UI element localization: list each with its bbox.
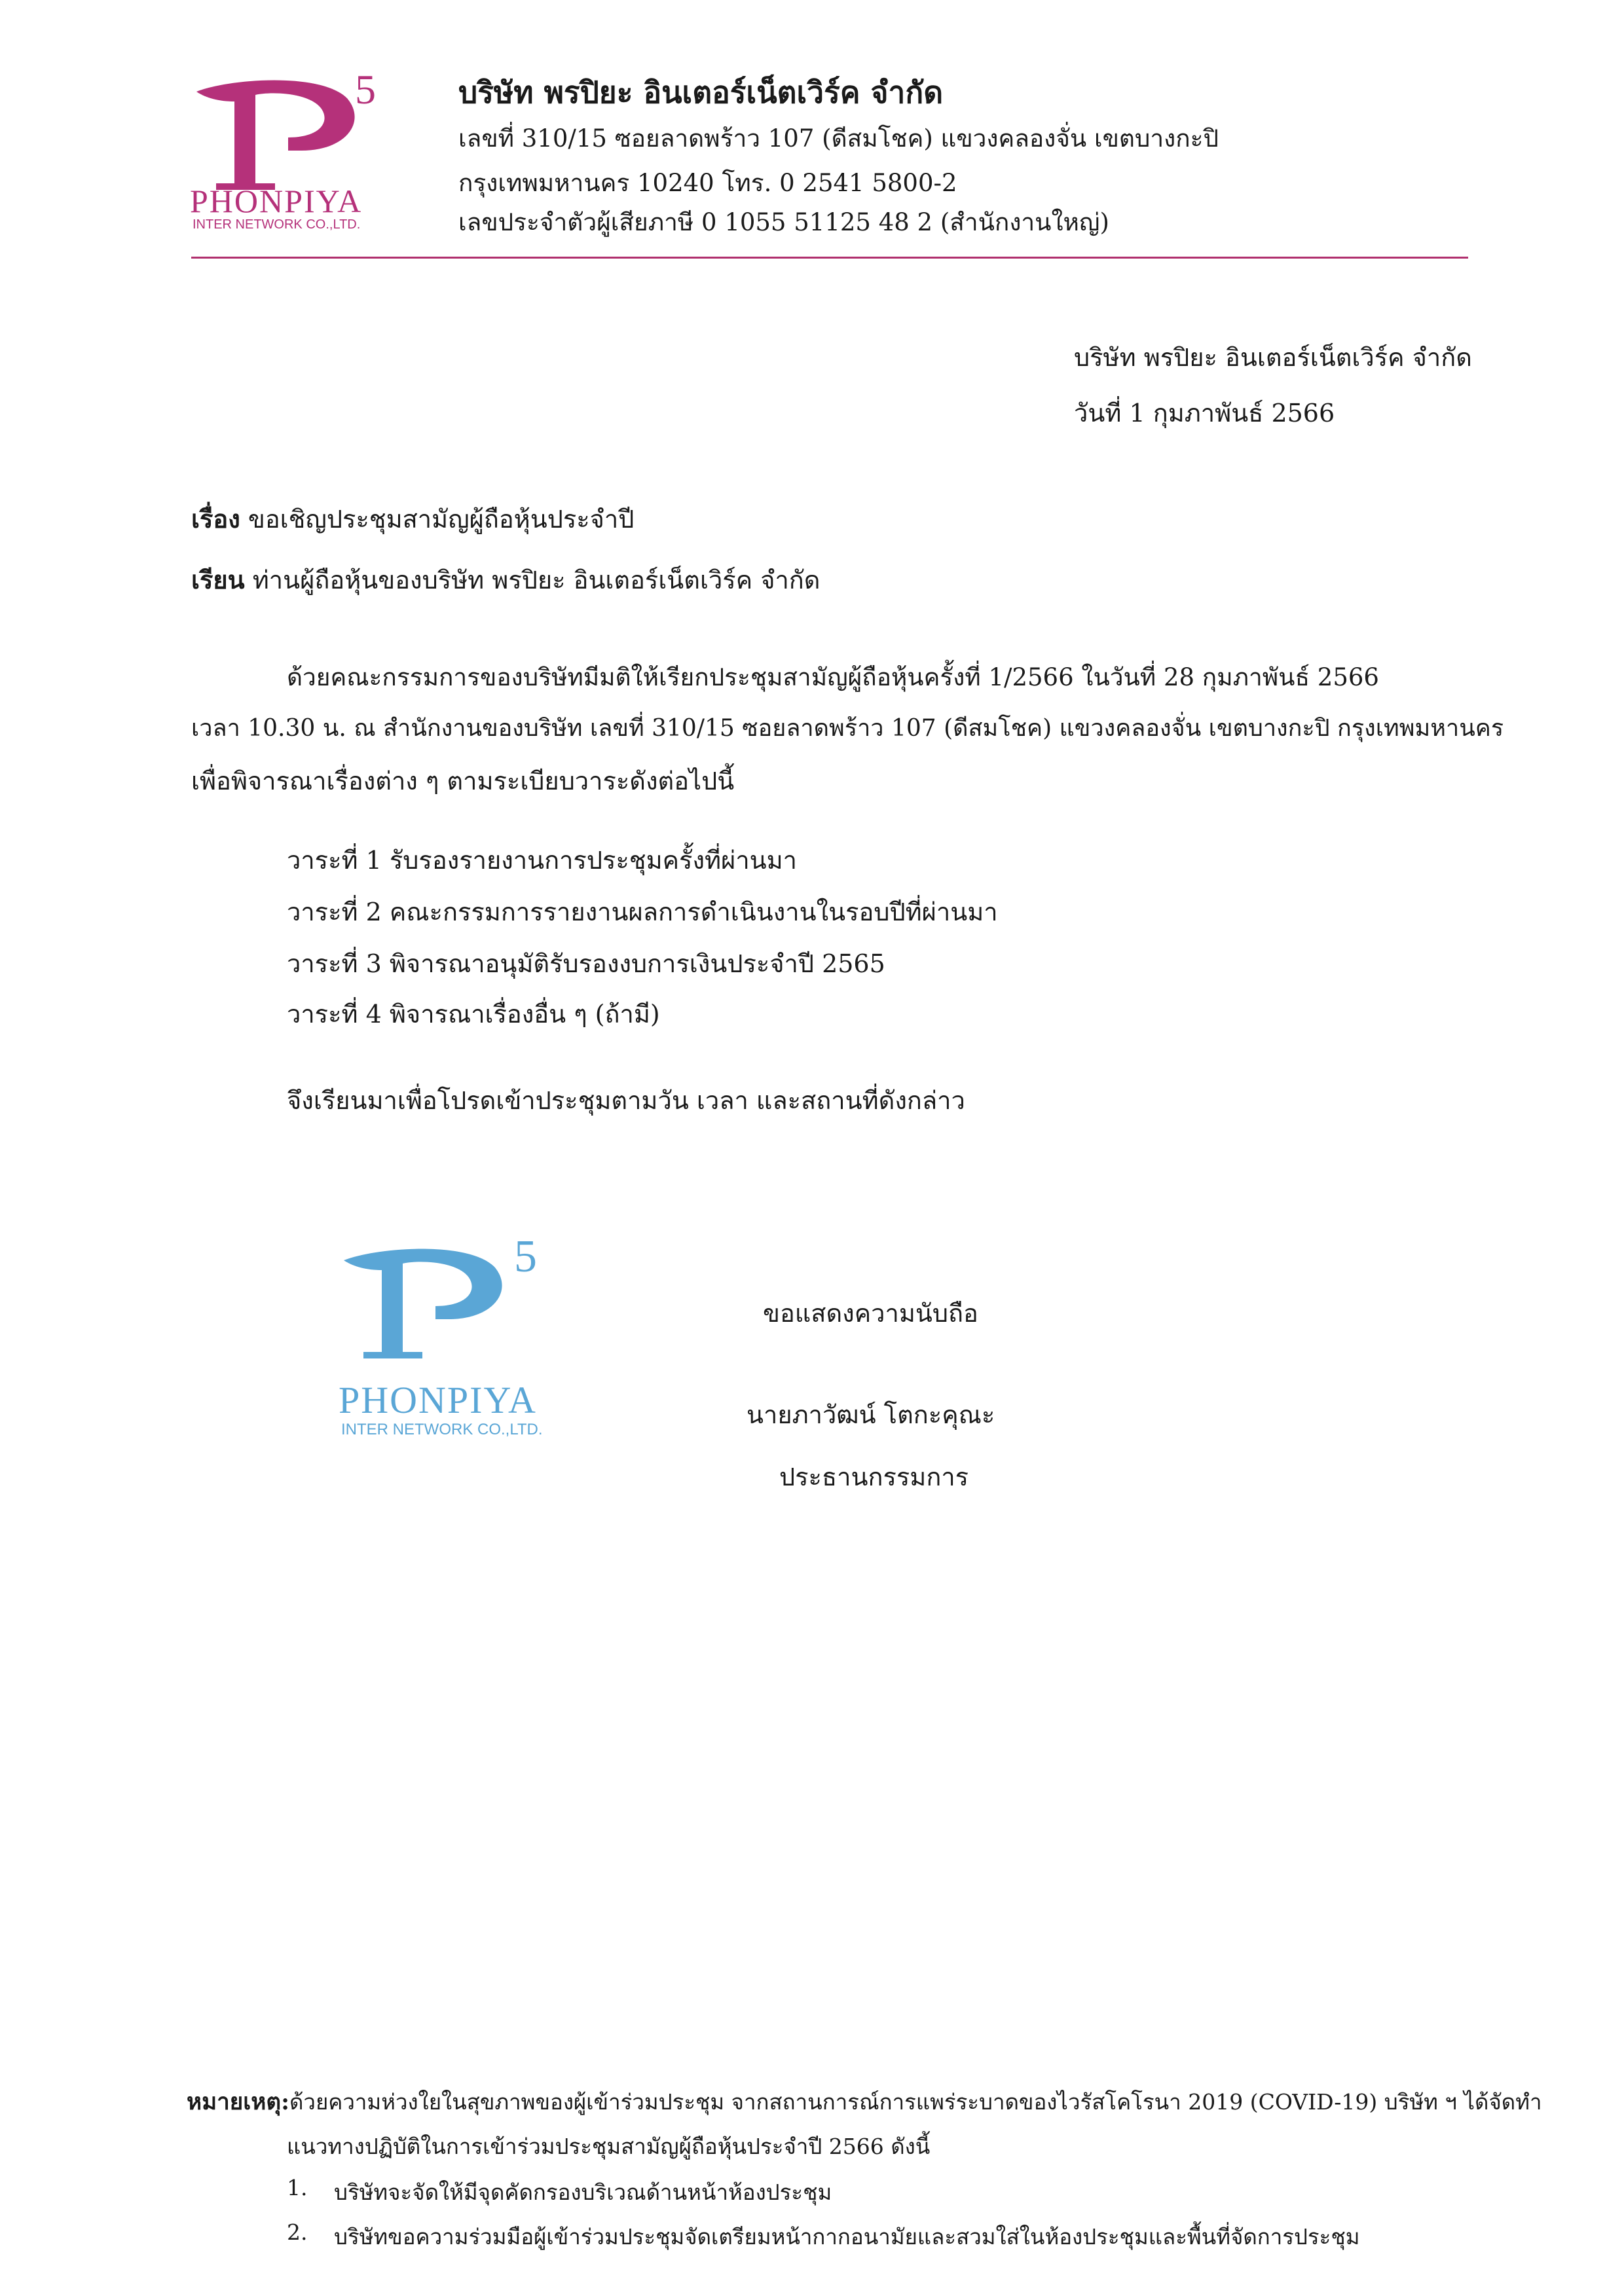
logo-subtitle: INTER NETWORK CO.,LTD. (193, 217, 361, 232)
remark-item (287, 2219, 1360, 2250)
closing-line: จึงเรียนมาเพื่อโปรดเข้าประชุมตามวัน เวลา และสถานที่ดังกล่าว (287, 1086, 965, 1115)
subject-text: ขอเชิญประชุมสามัญผู้ถือหุ้นประจำปี (248, 505, 635, 534)
agenda-item: วาระที่ 3 พิจารณาอนุมัติรับรองงบการเงินประจำปี 2565 (287, 949, 885, 978)
agenda-item: วาระที่ 2 คณะกรรมการรายงานผลการดำเนินงานในรอบปีที่ผ่านมา (287, 898, 998, 926)
company-stamp (337, 1231, 573, 1463)
remark-line-1 (187, 2084, 1542, 2120)
company-tax-id: เลขประจำตัวผู้เสียภาษี 0 1055 51125 48 2 (สำนักงานใหญ่) (458, 208, 1109, 236)
body-line-1: ด้วยคณะกรรมการของบริษัทมีมติให้เรียกประชุมสามัญผู้ถือหุ้นครั้งที่ 1/2566 ในวันที่ 28 กุมภาพันธ์ 2566 (287, 663, 1379, 691)
agenda-item: วาระที่ 1 รับรองรายงานการประชุมครั้งที่ผ่านมา (287, 846, 798, 875)
stamp-subtitle: INTER NETWORK CO.,LTD. (341, 1421, 543, 1438)
sender-company: บริษัท พรปิยะ อินเตอร์เน็ตเวิร์ค จำกัด (1074, 343, 1472, 372)
remark-text-1: ด้วยความห่วงใยในสุขภาพของผู้เข้าร่วมประชุม จากสถานการณ์การแพร่ระบาดของไวรัสโคโรนา 2019 (COVID-19) บริษัท ฯ ได้จัดทำ (289, 2089, 1542, 2115)
company-name: บริษัท พรปิยะ อินเตอร์เน็ตเวิร์ค จำกัด (458, 75, 944, 110)
subject-line (191, 499, 634, 539)
signature-regards: ขอแสดงความนับถือ (763, 1299, 978, 1328)
recipient-line (191, 560, 820, 600)
recipient-text: ท่านผู้ถือหุ้นของบริษัท พรปิยะ อินเตอร์เน็ตเวิร์ค จำกัด (252, 566, 821, 594)
body-line-2: เวลา 10.30 น. ณ สำนักงานของบริษัท เลขที่ 310/15 ซอยลาดพร้าว 107 (ดีสมโชค) แขวงคลองจั่น เขตบางกะปิ กรุงเทพมหานคร (191, 715, 1504, 742)
logo-superscript: 5 (355, 66, 377, 113)
stamp-name: PHONPIYA (339, 1379, 537, 1421)
remark-item-text: บริษัทจะจัดให้มีจุดคัดกรองบริเวณด้านหน้าห้องประชุม (334, 2179, 832, 2205)
letter-date: วันที่ 1 กุมภาพันธ์ 2566 (1074, 399, 1335, 428)
company-address-line2: กรุงเทพมหานคร 10240 โทร. 0 2541 5800-2 (458, 169, 957, 197)
remark-item-number: 1. (287, 2175, 308, 2200)
company-address-line1: เลขที่ 310/15 ซอยลาดพร้าว 107 (ดีสมโชค) แขวงคลองจั่น เขตบางกะปิ (458, 124, 1219, 153)
remark-line-2: แนวทางปฏิบัติในการเข้าร่วมประชุมสามัญผู้ถือหุ้นประจำปี 2566 ดังนี้ (287, 2134, 931, 2159)
remark-item-number: 2. (287, 2219, 308, 2245)
body-line-3: เพื่อพิจารณาเรื่องต่าง ๆ ตามระเบียบวาระดังต่อไปนี้ (191, 767, 735, 795)
stamp-superscript: 5 (514, 1231, 538, 1282)
logo-name: PHONPIYA (190, 183, 363, 219)
recipient-label: เรียน (191, 565, 245, 594)
company-logo (190, 66, 399, 232)
header-divider (191, 257, 1468, 259)
agenda-item: วาระที่ 4 พิจารณาเรื่องอื่น ๆ (ถ้ามี) (287, 1000, 660, 1029)
remark-label: หมายเหตุ: (187, 2088, 289, 2115)
subject-label: เรื่อง (191, 504, 240, 534)
remark-item-text: บริษัทขอความร่วมมือผู้เข้าร่วมประชุมจัดเตรียมหน้ากากอนามัยและสวมใส่ในห้องประชุมและพื้นที่จัดการประชุม (334, 2224, 1360, 2250)
remark-item (287, 2175, 832, 2205)
signer-title: ประธานกรรมการ (779, 1463, 969, 1491)
signer-name: นายภาวัฒน์ โตกะคุณะ (747, 1400, 995, 1429)
